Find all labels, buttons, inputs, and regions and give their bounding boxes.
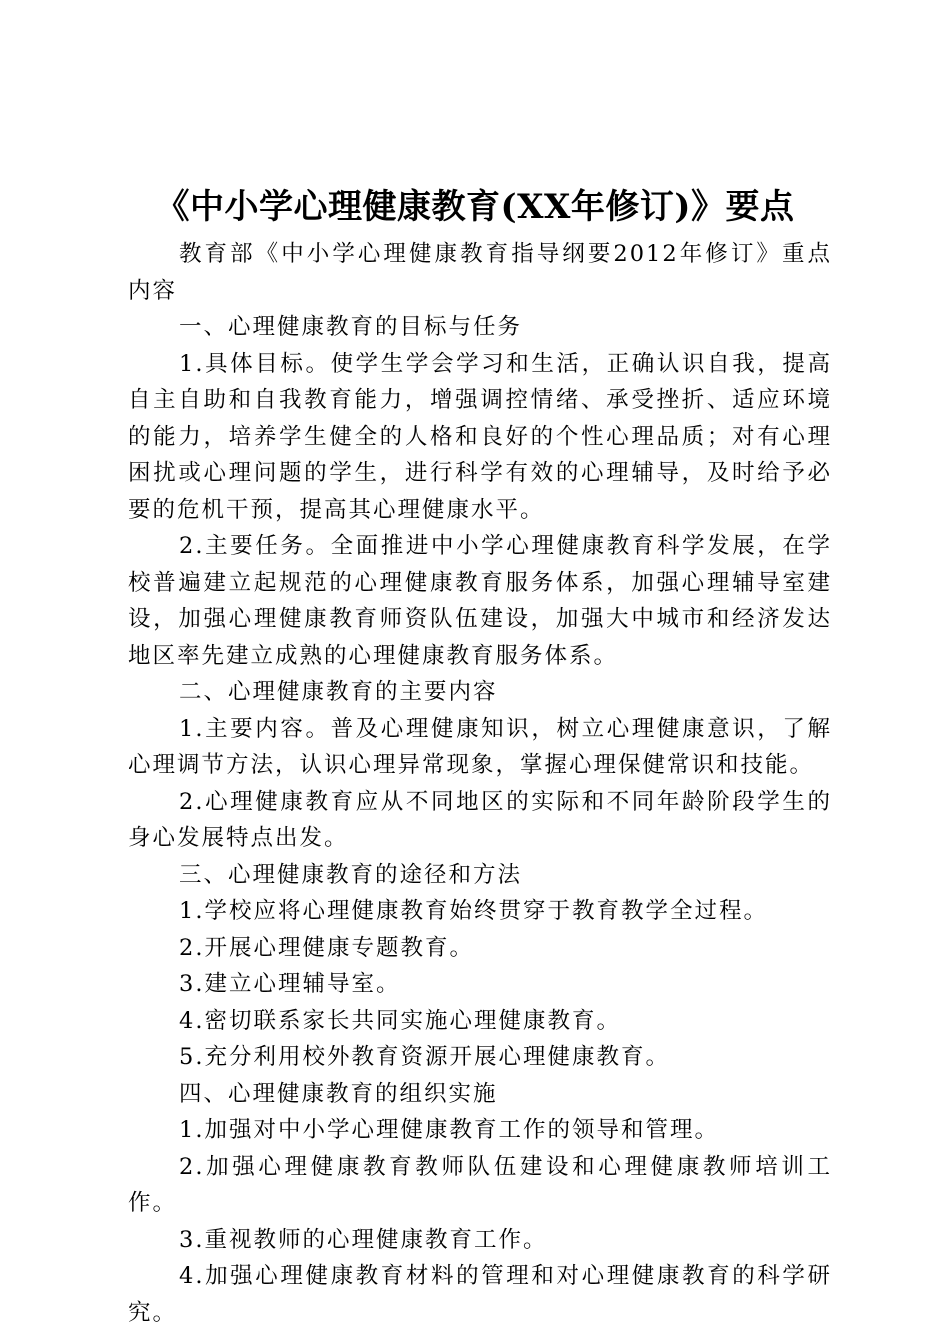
section-heading: 一、心理健康教育的目标与任务: [179, 314, 523, 340]
list-item: 2.加强心理健康教育教师队伍建设和心理健康教师培训工作。: [128, 1153, 832, 1216]
intro-paragraph: 教育部《中小学心理健康教育指导纲要2012年修订》重点内容: [128, 241, 832, 304]
list-item: 5.充分利用校外教育资源开展心理健康教育。: [179, 1044, 670, 1070]
list-item: 4.加强心理健康教育材料的管理和对心理健康教育的科学研究。: [128, 1263, 832, 1326]
list-item: 4.密切联系家长共同实施心理健康教育。: [179, 1007, 621, 1034]
document-title: 《中小学心理健康教育(XX年修订)》要点: [155, 187, 795, 227]
list-item: 1.学校应将心理健康教育始终贯穿于教育教学全过程。: [179, 898, 768, 924]
list-item: 2.心理健康教育应从不同地区的实际和不同年龄阶段学生的身心发展特点出发。: [128, 788, 832, 851]
list-item: 1.具体目标。使学生学会学习和生活，正确认识自我，提高自主自助和自我教育能力，增强调控情绪、承受挫折、适应环境的能力，培养学生健全的人格和良好的个性心理品质；对有心理困扰或心理问题的学生，进行科学有效的心理辅导，及时给予必要的危机干预，提高其心理健康水平。: [128, 350, 832, 523]
list-item: 2.主要任务。全面推进中小学心理健康教育科学发展，在学校普遍建立起规范的心理健康教育服务体系，加强心理辅导室建设，加强心理健康教育师资队伍建设，加强大中城市和经济发达地区率先建立成熟的心理健康教育服务体系。: [128, 533, 832, 669]
list-item: 2.开展心理健康专题教育。: [179, 934, 474, 961]
list-item: 3.重视教师的心理健康教育工作。: [179, 1226, 548, 1253]
list-item: 1.加强对中小学心理健康教育工作的领导和管理。: [179, 1117, 719, 1143]
section-heading: 二、心理健康教育的主要内容: [179, 679, 498, 705]
list-item: 1.主要内容。普及心理健康知识，树立心理健康意识，了解心理调节方法，认识心理异常现象，掌握心理保健常识和技能。: [128, 715, 832, 778]
list-item: 3.建立心理辅导室。: [179, 971, 401, 997]
document-body: [128, 236, 832, 1331]
section-heading: 三、心理健康教育的途径和方法: [179, 861, 523, 888]
section-heading: 四、心理健康教育的组织实施: [179, 1080, 498, 1107]
